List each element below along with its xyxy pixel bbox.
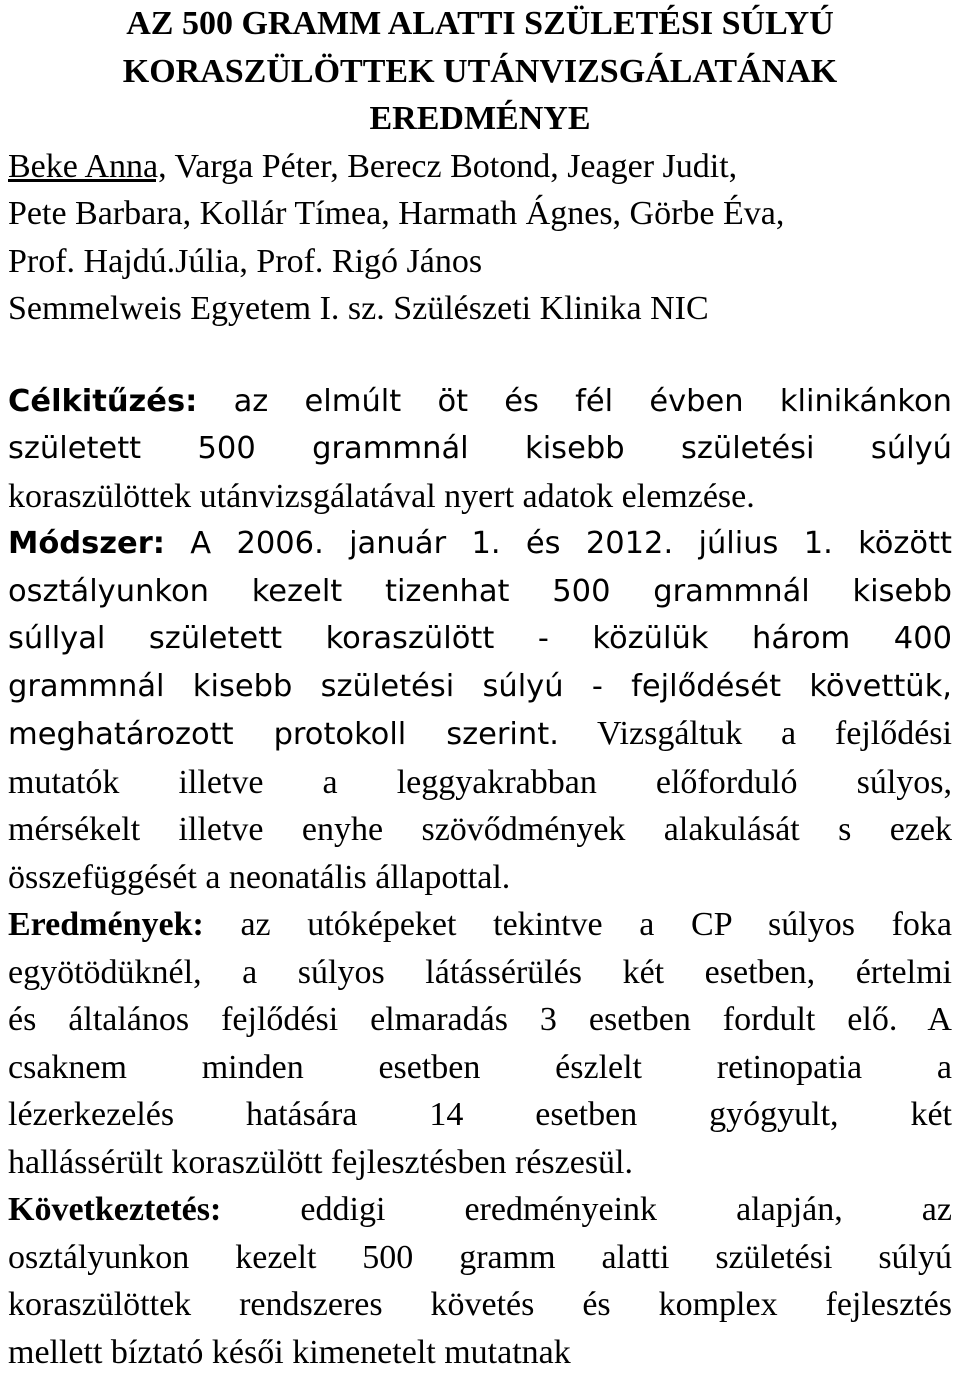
modszer-line-2: osztályunkon kezelt tizenhat 500 grammnál kisebb — [8, 568, 952, 616]
affiliation: Semmelweis Egyetem I. sz. Szülészeti Klinika NIC — [8, 285, 952, 333]
eredmenyek-line-3: és általános fejlődési elmaradás 3 esetben fordult elő. A — [8, 996, 952, 1044]
section-eredmenyek — [8, 901, 952, 1186]
title-line-3: EREDMÉNYE — [8, 95, 952, 143]
eredmenyek-line-2: egyötödüknél, a súlyos látássérülés két esetben, értelmi — [8, 949, 952, 997]
modszer-line-6: mutatók illetve a leggyakrabban előforduló súlyos, — [8, 759, 952, 807]
first-author: Beke Anna, — [8, 148, 167, 185]
author-list — [8, 143, 952, 286]
celkituzes-line-1 — [8, 378, 952, 426]
modszer-line-4: grammnál kisebb születési súlyú - fejlődését követtük, — [8, 663, 952, 711]
modszer-label: Módszer: — [8, 526, 165, 561]
eredmenyek-text-1: az utóképeket tekintve a CP súlyos foka — [204, 906, 952, 943]
modszer-line-5 — [8, 710, 952, 759]
celkituzes-line-3: koraszülöttek utánvizsgálatával nyert adatok elemzése. — [8, 473, 952, 521]
modszer-text-1: A 2006. január 1. és 2012. július 1. között — [165, 526, 952, 561]
kovetkeztetes-line-4: mellett bíztató késői kimenetelt mutatnak — [8, 1329, 952, 1376]
modszer-line-1 — [8, 520, 952, 568]
kovetkeztetes-line-3: koraszülöttek rendszeres követés és komplex fejlesztés — [8, 1281, 952, 1329]
author-line-3: Prof. Hajdú.Júlia, Prof. Rigó János — [8, 238, 952, 286]
section-modszer — [8, 520, 952, 901]
modszer-text-5a: meghatározott protokoll szerint. — [8, 717, 559, 752]
author-varga: Varga Péter — [167, 148, 331, 185]
document-title — [8, 0, 952, 143]
modszer-line-8: összefüggését a neonatális állapottal. — [8, 854, 952, 902]
title-line-2: KORASZÜLÖTTEK UTÁNVIZSGÁLATÁNAK — [8, 48, 952, 96]
author-line-2: Pete Barbara, Kollár Tímea, Harmath Ágnes, Görbe Éva, — [8, 190, 952, 238]
author-line-1-tail: Berecz Botond, Jeager Judit, — [339, 148, 737, 185]
eredmenyek-line-1 — [8, 901, 952, 949]
modszer-text-5b: Vizsgáltuk a fejlődési — [559, 715, 952, 752]
modszer-line-3: súllyal született koraszülött - közülük három 400 — [8, 615, 952, 663]
celkituzes-label: Célkitűzés: — [8, 384, 197, 419]
author-line-1 — [8, 143, 952, 191]
kovetkeztetes-label: Következtetés: — [8, 1191, 221, 1228]
celkituzes-text-1: az elmúlt öt és fél évben klinikánkon — [197, 384, 952, 419]
section-kovetkeztetes — [8, 1186, 952, 1376]
kovetkeztetes-line-2: osztályunkon kezelt 500 gramm alatti születési súlyú — [8, 1234, 952, 1282]
kovetkeztetes-line-1 — [8, 1186, 952, 1234]
eredmenyek-label: Eredmények: — [8, 906, 204, 943]
celkituzes-line-2: született 500 grammnál kisebb születési súlyú — [8, 425, 952, 473]
eredmenyek-line-4: csaknem minden esetben észlelt retinopatia a — [8, 1044, 952, 1092]
kovetkeztetes-text-1: eddigi eredményeink alapján, az — [221, 1191, 952, 1228]
title-line-1: AZ 500 GRAMM ALATTI SZÜLETÉSI SÚLYÚ — [8, 0, 952, 48]
eredmenyek-line-5: lézerkezelés hatására 14 esetben gyógyult, két — [8, 1091, 952, 1139]
modszer-line-7: mérsékelt illetve enyhe szövődmények alakulását s ezek — [8, 806, 952, 854]
author-comma: , — [330, 148, 339, 185]
eredmenyek-line-6: hallássérült koraszülött fejlesztésben részesül. — [8, 1139, 952, 1187]
section-celkituzes — [8, 378, 952, 521]
